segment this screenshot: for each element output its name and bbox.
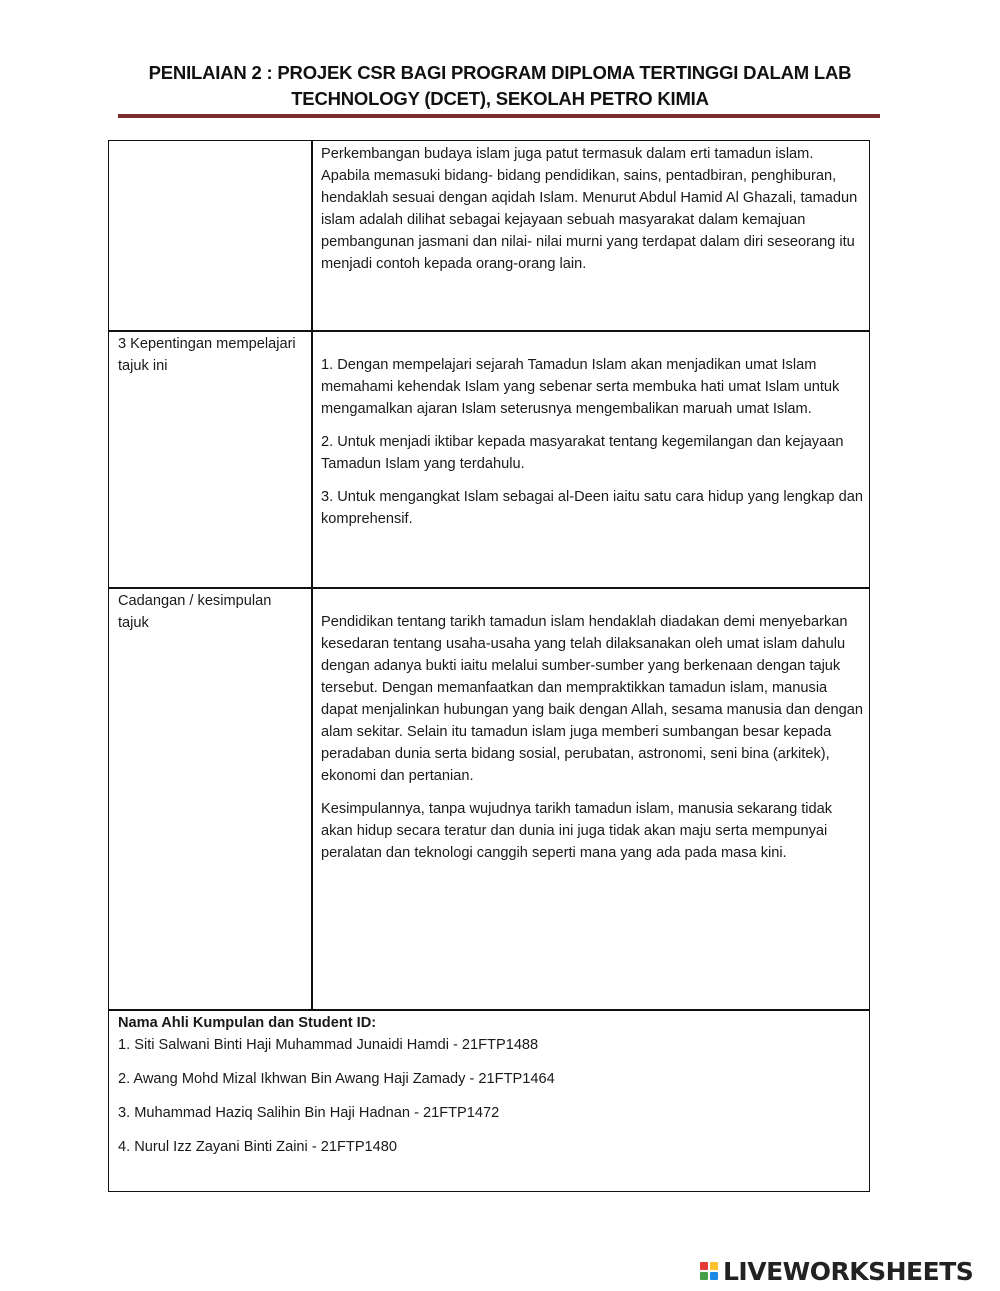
title-line-1: PENILAIAN 2 : PROJEK CSR BAGI PROGRAM DIPLOMA TERTINGGI DALAM LAB	[148, 62, 852, 83]
logo-block	[700, 1262, 708, 1270]
logo-block	[710, 1262, 718, 1270]
row2-point-2: 2. Untuk menjadi iktibar kepada masyarakat tentang kegemilangan dan kejayaan Tamadun Islam yang terdahulu.	[321, 434, 844, 472]
row1-content	[321, 143, 863, 286]
logo-block	[710, 1272, 718, 1280]
member-item: 1. Siti Salwani Binti Haji Muhammad Junaidi Hamdi - 21FTP1488	[118, 1037, 539, 1053]
logo-blocks-icon	[700, 1262, 718, 1280]
row-divider	[109, 587, 869, 589]
row1-paragraph: Perkembangan budaya islam juga patut termasuk dalam erti tamadun islam. Apabila memasuki bidang- bidang pendidikan, sains, pentadbiran, penghiburan, hendaklah sesuai dengan aqidah Islam. Menurut Abdul Hamid Al Ghazali, tamadun islam adalah dilihat sebagai kejayaan sebuah masyarakat dalam kemajuan pembangunan jasmani dan nilai- nilai murni yang terdapat dalam diri seseorang itu menjadi contoh kepada orang-orang lain.	[321, 146, 858, 272]
row3-paragraph-1: Pendidikan tentang tarikh tamadun islam hendaklah diadakan demi menyebarkan kesedaran tentang usaha-usaha yang telah dilaksanakan oleh umat islam dahulu dengan adanya bukti iaitu melalui sumber-sumber yang berkenaan dengan tajuk tersebut. Dengan memanfaatkan dan mempraktikkan tamadun islam, manusia dapat menjalinkan hubungan yang baik dengan Allah, sesama manusia dan dengan alam sekitar. Selain itu tamadun islam juga memberi sumbangan besar kepada peradaban dunia serta bidang sosial, perubatan, astronomi, seni bina (arkitek), ekonomi dan pertanian.	[321, 614, 863, 784]
content-table	[108, 140, 870, 1192]
title-underline	[118, 114, 880, 118]
row-divider	[109, 330, 869, 332]
row2-label: 3 Kepentingan mempelajari tajuk ini	[118, 336, 296, 374]
members-section	[118, 1012, 858, 1170]
row3-content	[321, 611, 863, 875]
row2-point-1: 1. Dengan mempelajari sejarah Tamadun Islam akan menjadikan umat Islam memahami kehendak Islam yang sebenar serta membuka hati umat Islam untuk mengamalkan ajaran Islam seterusnya mengembalikan maruah umat Islam.	[321, 357, 840, 417]
title-line-2: TECHNOLOGY (DCET), SEKOLAH PETRO KIMIA	[291, 88, 709, 109]
row2-content	[321, 354, 863, 541]
row2-point-3: 3. Untuk mengangkat Islam sebagai al-Deen iaitu satu cara hidup yang lengkap dan komprehensif.	[321, 489, 863, 527]
row-divider	[109, 1009, 869, 1011]
member-item: 3. Muhammad Haziq Salihin Bin Haji Hadnan - 21FTP1472	[118, 1105, 500, 1121]
logo-text: LIVEWORKSHEETS	[723, 1256, 974, 1286]
member-item: 2. Awang Mohd Mizal Ikhwan Bin Awang Haji Zamady - 21FTP1464	[118, 1071, 555, 1087]
member-item: 4. Nurul Izz Zayani Binti Zaini - 21FTP1480	[118, 1139, 398, 1155]
row3-paragraph-2: Kesimpulannya, tanpa wujudnya tarikh tamadun islam, manusia sekarang tidak akan hidup secara teratur dan dunia ini juga tidak akan maju serta mempunyai peralatan dan teknologi canggih seperti mana yang ada pada masa kini.	[321, 801, 833, 861]
liveworksheets-logo[interactable]	[700, 1256, 973, 1286]
members-heading: Nama Ahli Kumpulan dan Student ID:	[118, 1015, 377, 1031]
column-divider	[311, 141, 313, 1010]
row3-label: Cadangan / kesimpulan tajuk	[118, 593, 272, 631]
logo-block	[700, 1272, 708, 1280]
page-title	[110, 60, 890, 112]
